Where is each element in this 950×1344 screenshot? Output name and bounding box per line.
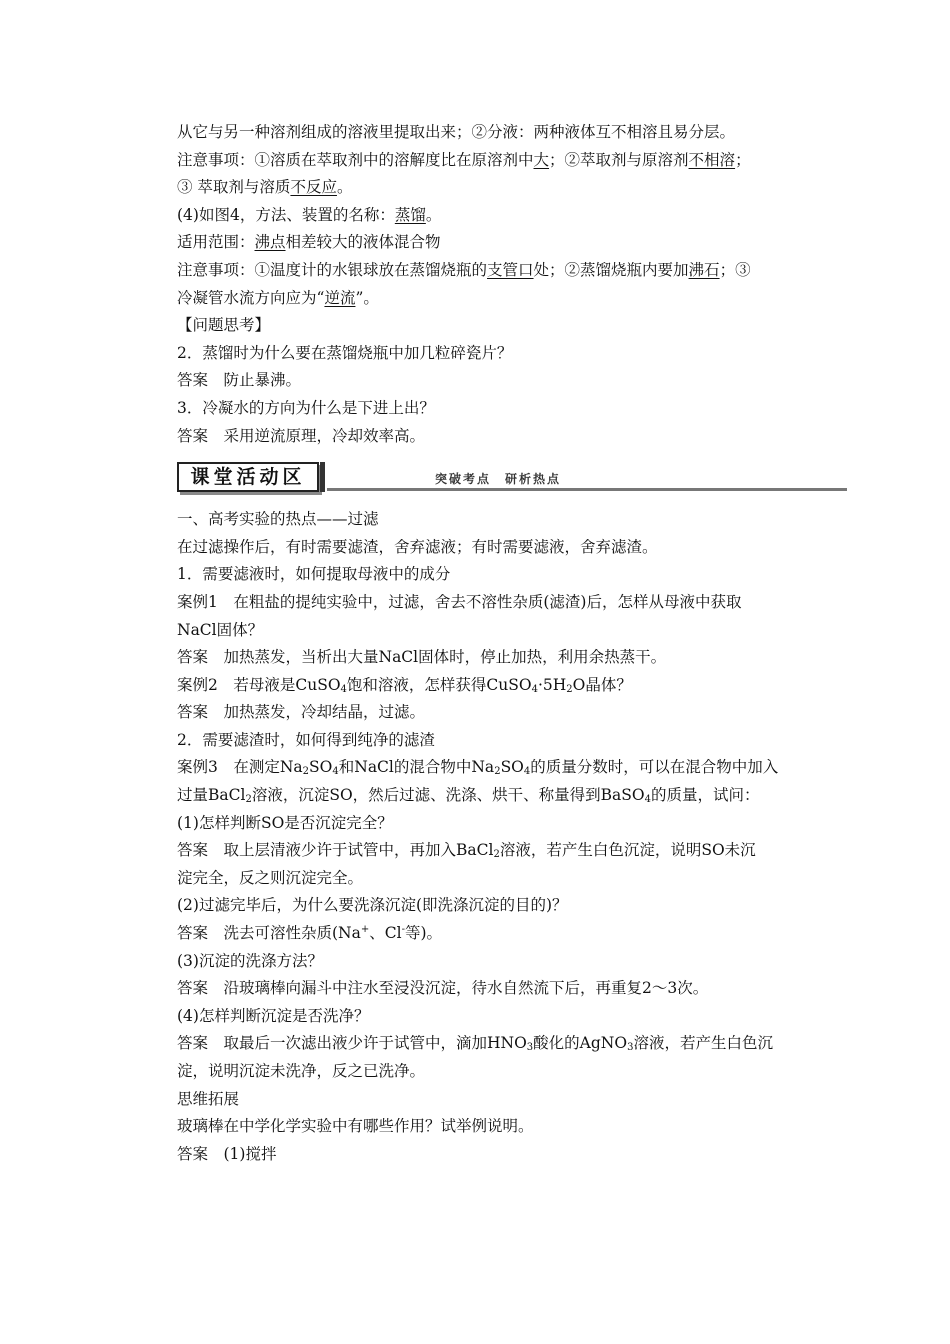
- subheading: 2．需要滤渣时，如何得到纯净的滤渣: [177, 730, 435, 749]
- subscript: 4: [523, 766, 531, 778]
- text: O晶体？: [572, 675, 632, 694]
- answer: 答案 加热蒸发，当析出大量NaCl固体时，停止加热，利用余热蒸干。: [177, 648, 667, 667]
- answer-blank: 支管口: [487, 260, 534, 279]
- question: (1)怎样判断SO是否沉淀完全？: [177, 813, 393, 832]
- subscript: 2: [245, 794, 252, 806]
- case: NaCl固体？: [177, 620, 264, 639]
- text-line: [177, 285, 817, 313]
- text: 。: [425, 205, 442, 224]
- question: (4)怎样判断沉淀是否洗净？: [177, 1006, 370, 1025]
- text: ；③: [719, 260, 751, 279]
- answer: 答案 沿玻璃棒向漏斗中注水至浸没沉淀，待水自然流下后，再重复2～3次。: [177, 979, 709, 998]
- answer: [177, 920, 817, 948]
- text: 、Cl: [369, 924, 402, 943]
- text: 冷凝管水流方向应为“: [177, 288, 325, 307]
- text-line: [177, 202, 817, 230]
- answer: [177, 1030, 817, 1058]
- superscript: -: [401, 924, 405, 936]
- text: 案例2 若母液是CuSO: [177, 675, 341, 694]
- banner-divider: [320, 462, 325, 492]
- text: 注意事项：①温度计的水银球放在蒸馏烧瓶的: [177, 260, 488, 279]
- section-banner: [177, 460, 847, 494]
- text: ”。: [355, 288, 379, 307]
- answer-blank: 不反应: [290, 178, 337, 197]
- banner-subtitle: 突破考点 研析热点: [435, 472, 562, 487]
- subheading: 思维拓展: [177, 1089, 240, 1108]
- subscript: 4: [531, 683, 538, 695]
- subscript: 3: [627, 1042, 634, 1054]
- text: 案例3 在测定Na: [177, 758, 303, 777]
- superscript: +: [360, 924, 370, 936]
- subscript: 2: [493, 849, 500, 861]
- answer: 答案 (1)搅拌: [177, 1144, 277, 1163]
- text: 和NaCl的混合物中Na: [338, 758, 495, 777]
- text: ；②萃取剂与原溶剂: [549, 150, 689, 169]
- text-line: [177, 147, 817, 175]
- text: ；: [735, 150, 751, 169]
- case: 案例1 在粗盐的提纯实验中，过滤，舍去不溶性杂质(滤渣)后，怎样从母液中获取: [177, 592, 742, 611]
- text-line: [177, 119, 817, 147]
- subscript: 3: [526, 1042, 534, 1054]
- subscript: 4: [644, 794, 651, 806]
- subscript: 2: [302, 766, 310, 778]
- text-line: [177, 257, 817, 285]
- subheading: 1．需要滤液时，如何提取母液中的成分: [177, 565, 451, 584]
- text-line: 在过滤操作后，有时需要滤渣，舍弃滤液；有时需要滤液，舍弃滤渣。: [177, 537, 658, 556]
- answer-blank: 沸点: [254, 233, 286, 252]
- text: (4)如图4，方法、装置的名称：: [177, 205, 395, 224]
- text: 饱和溶液，怎样获得CuSO: [346, 675, 532, 694]
- text: 答案 取最后一次滤出液少许于试管中，滴加HNO: [177, 1034, 527, 1053]
- text: 溶液，若产生白色沉: [633, 1034, 773, 1053]
- text-line: [177, 229, 817, 257]
- section-heading: 【问题思考】: [177, 316, 271, 335]
- text: SO: [500, 758, 524, 777]
- case: [177, 754, 817, 782]
- banner-title: 课堂活动区: [177, 462, 319, 492]
- answer: 答案 采用逆流原理，冷却效率高。: [177, 426, 426, 445]
- text: 答案 取上层清液少许于试管中，再加入BaCl: [177, 841, 494, 860]
- subscript: 2: [566, 683, 573, 695]
- text: 的质量，试问：: [651, 786, 760, 805]
- subscript: 4: [340, 683, 347, 695]
- text: ·5H: [537, 675, 567, 694]
- subscript: 4: [332, 766, 339, 778]
- text: ③ 萃取剂与溶质: [177, 178, 291, 197]
- answer: 淀完全，反之则沉淀完全。: [177, 868, 364, 887]
- answer-blank: 逆流: [324, 288, 356, 307]
- text: 适用范围：: [177, 233, 255, 252]
- text: 等)。: [404, 924, 443, 943]
- text: 答案 洗去可溶性杂质(Na: [177, 924, 361, 943]
- banner-rule: [327, 488, 847, 491]
- text: 溶液，若产生白色沉淀，说明SO未沉: [499, 841, 756, 860]
- question: 玻璃棒在中学化学实验中有哪些作用？试举例说明。: [177, 1117, 534, 1136]
- answer-blank: 大: [533, 150, 550, 169]
- text: 。: [336, 178, 353, 197]
- answer: [177, 837, 817, 865]
- text: 注意事项：①溶质在萃取剂中的溶解度比在原溶剂中: [177, 150, 534, 169]
- text: 的质量分数时，可以在混合物中加入: [530, 758, 779, 777]
- text-line: [177, 174, 817, 202]
- document-body: [177, 119, 817, 1168]
- question: 2．蒸馏时为什么要在蒸馏烧瓶中加几粒碎瓷片？: [177, 343, 513, 362]
- answer: 答案 防止暴沸。: [177, 371, 302, 390]
- text: 相差较大的液体混合物: [285, 233, 441, 252]
- case: [177, 782, 817, 810]
- answer: 答案 加热蒸发，冷却结晶，过滤。: [177, 703, 426, 722]
- text: 从它与另一种溶剂组成的溶液里提取出来；②分液：两种液体互不相溶且易分层。: [177, 123, 736, 141]
- section-title: 一、高考实验的热点——过滤: [177, 510, 379, 529]
- subscript: 2: [494, 766, 501, 778]
- text: 过量BaCl: [177, 786, 246, 805]
- case: [177, 672, 817, 700]
- text: 溶液，沉淀SO，然后过滤、洗涤、烘干、称量得到BaSO: [251, 786, 645, 805]
- answer-blank: 沸石: [688, 260, 720, 279]
- question: 3．冷凝水的方向为什么是下进上出？: [177, 398, 435, 417]
- question: (3)沉淀的洗涤方法？: [177, 951, 323, 970]
- answer: 淀，说明沉淀未洗净，反之已洗净。: [177, 1062, 426, 1080]
- text: 处；②蒸馏烧瓶内要加: [533, 260, 689, 279]
- answer-blank: 不相溶: [688, 150, 736, 169]
- text: 酸化的AgNO: [533, 1034, 628, 1053]
- question: (2)过滤完毕后，为什么要洗涤沉淀(即洗涤沉淀的目的)？: [177, 896, 568, 915]
- answer-blank: 蒸馏: [394, 205, 426, 224]
- text: SO: [309, 758, 333, 777]
